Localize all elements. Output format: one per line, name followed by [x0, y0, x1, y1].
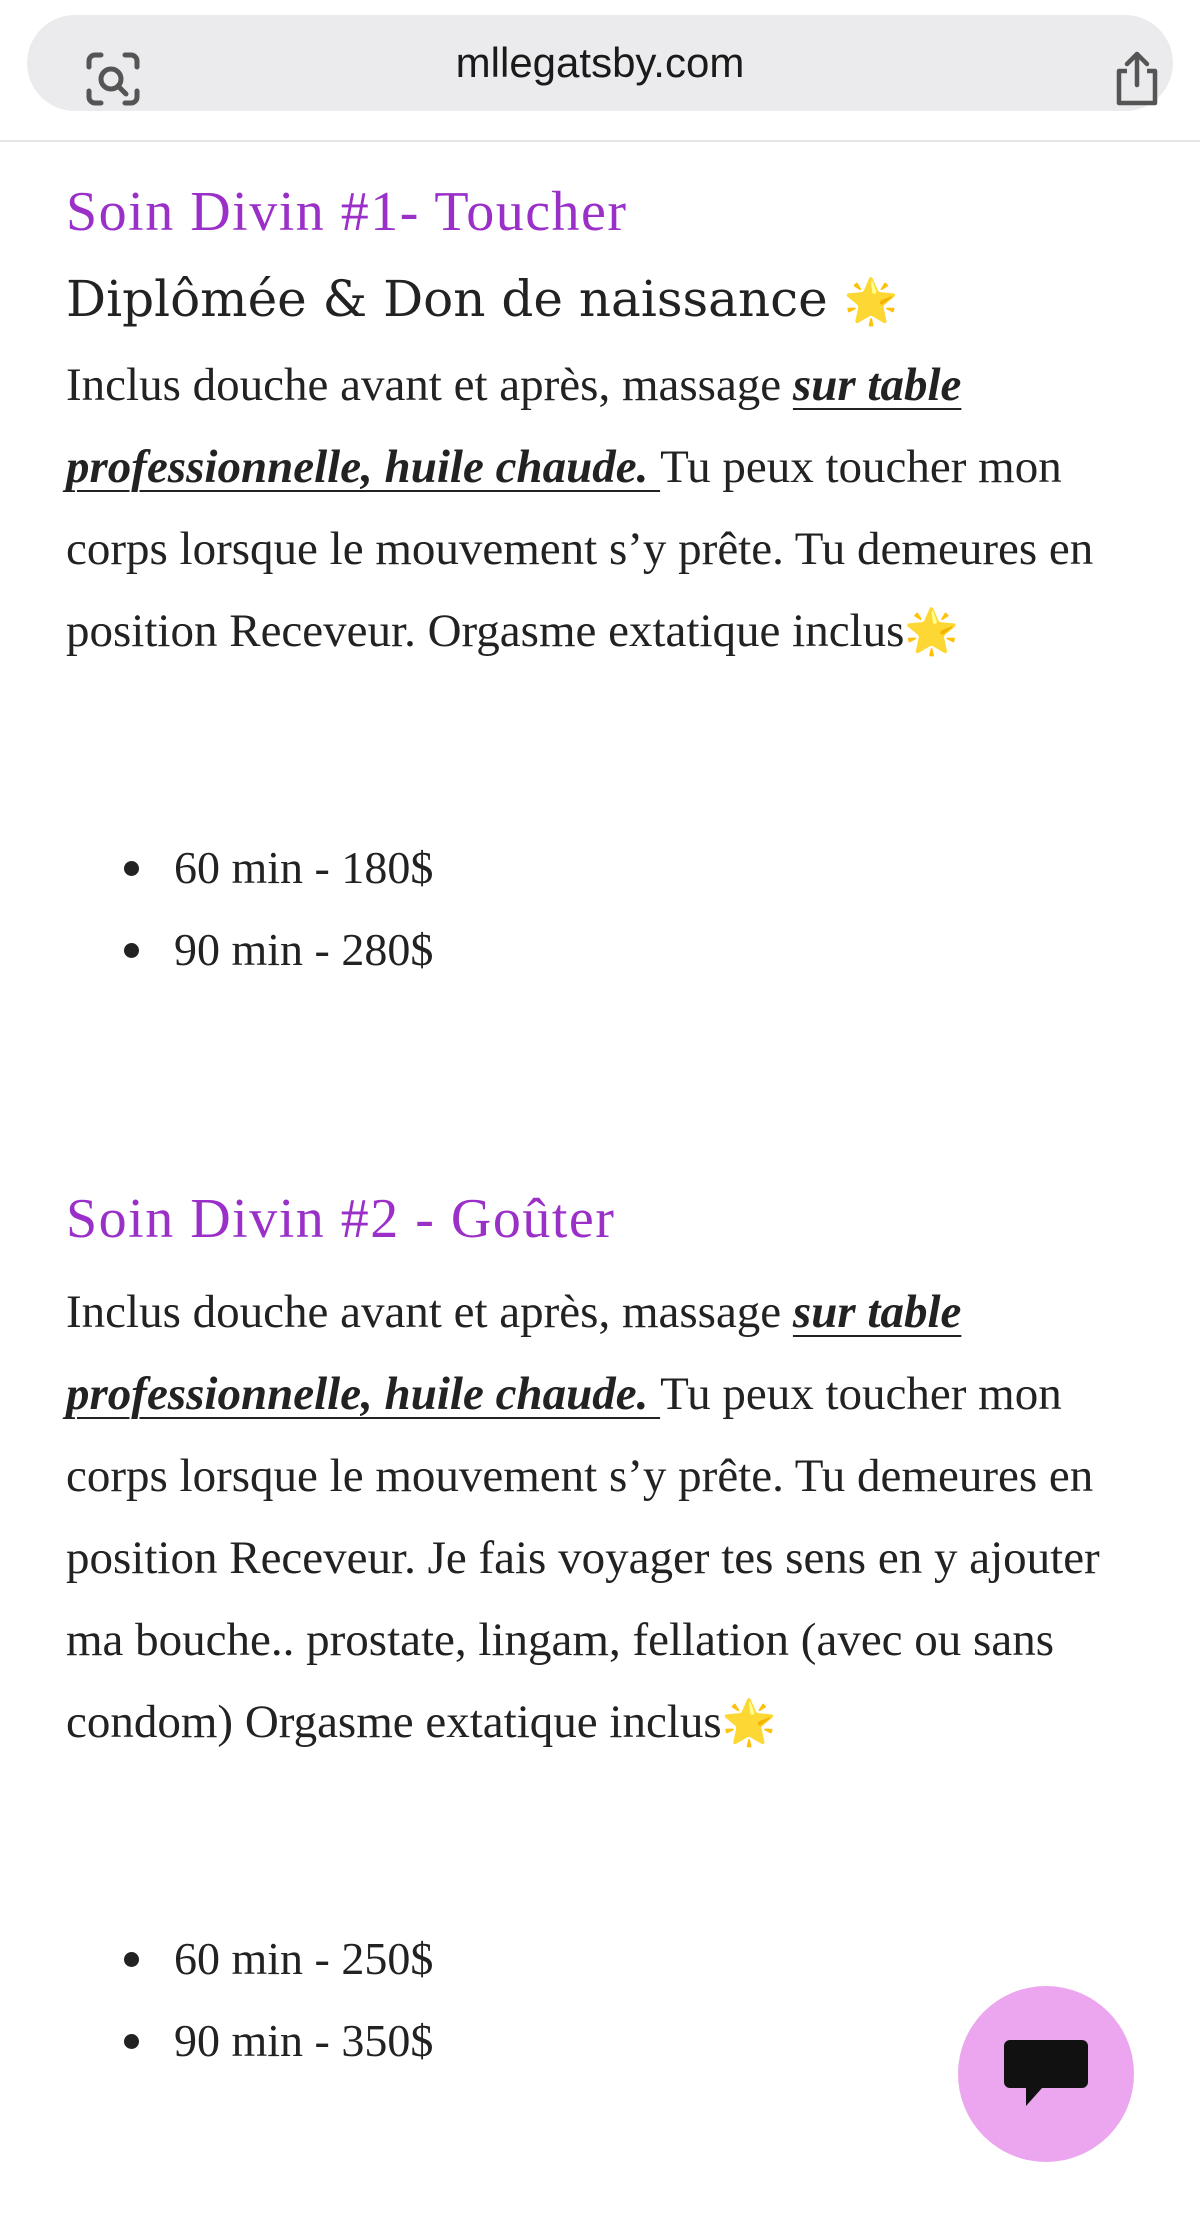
section-description	[66, 344, 1156, 673]
soin-divin-1	[66, 170, 1156, 991]
star-emoji-icon: 🌟	[721, 1698, 777, 1747]
chat-button[interactable]	[958, 1986, 1134, 2162]
price-item: 90 min - 280$	[66, 909, 1156, 991]
desc-text: Tu peux toucher mon corps lorsque le mouvement s’y prête. Tu demeures en position Receveur. Je fais voyager tes sens en y ajouter ma bouche.. prostate, lingam, fellation (avec ou sans condom) Orgasme extatique inclus	[66, 1368, 1100, 1748]
price-list	[66, 827, 1156, 991]
price-item: 60 min - 180$	[66, 827, 1156, 909]
browser-toolbar	[0, 0, 1200, 142]
desc-emphasis-link[interactable]: sur table professionnelle, huile chaude.	[66, 359, 962, 493]
section-description	[66, 1271, 1156, 1764]
url-text[interactable]: mllegatsby.com	[455, 39, 745, 86]
price-item: 60 min - 250$	[66, 1918, 1156, 2000]
address-bar[interactable]	[27, 15, 1173, 111]
star-emoji-icon: 🌟	[843, 276, 899, 327]
desc-text: Inclus douche avant et après, massage	[66, 1286, 793, 1338]
subtitle-text: Diplômée & Don de naissance	[66, 270, 844, 328]
desc-text: Tu peux toucher mon corps lorsque le mouvement s’y prête. Tu demeures en position Receveur. Orgasme extatique inclus	[66, 441, 1094, 657]
section-subtitle	[66, 254, 1156, 344]
share-icon[interactable]	[1109, 49, 1165, 109]
desc-emphasis-link[interactable]: sur table professionnelle, huile chaude.	[66, 1286, 962, 1420]
section-title: Soin Divin #1- Toucher	[66, 181, 628, 243]
chat-bubble-icon	[1002, 2036, 1090, 2116]
desc-text: Inclus douche avant et après, massage	[66, 359, 793, 411]
section-title: Soin Divin #2 - Goûter	[66, 1188, 616, 1250]
soin-divin-2	[66, 1177, 1156, 2082]
price-item: 90 min - 350$	[66, 2000, 1156, 2082]
page-content	[66, 140, 1156, 2082]
star-emoji-icon: 🌟	[904, 607, 960, 656]
